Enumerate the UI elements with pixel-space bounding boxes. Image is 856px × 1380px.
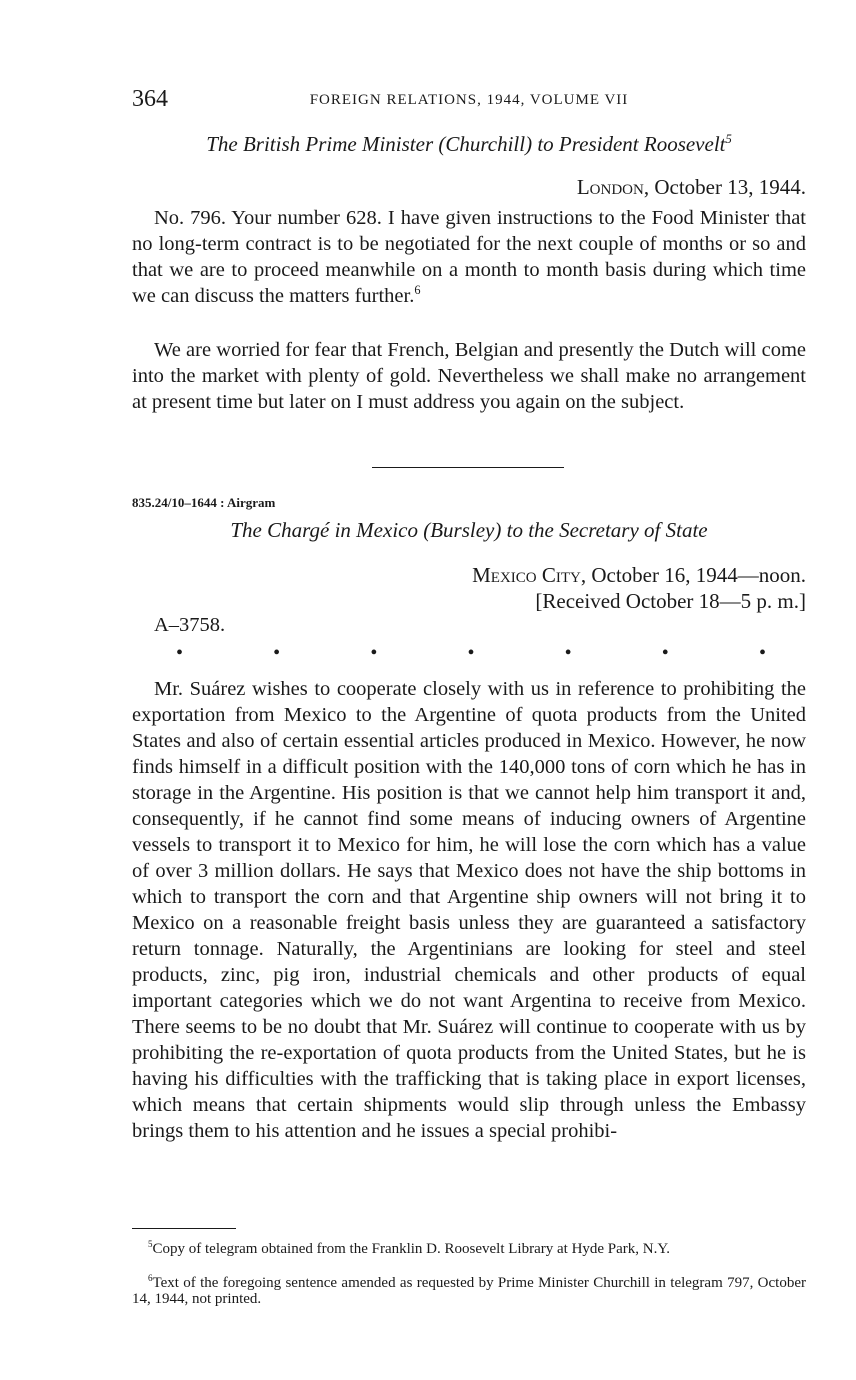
footnote-divider: [132, 1228, 236, 1229]
ellipsis-dot: •: [176, 642, 184, 664]
footnote-6: [132, 1275, 806, 1307]
doc1-dateline: [577, 175, 806, 200]
ellipsis-dot: •: [564, 642, 572, 664]
footnote-text: Copy of telegram obtained from the Franklin D. Roosevelt Library at Hyde Park, N.Y.: [152, 1241, 671, 1257]
doc1-place: London: [576, 175, 644, 199]
doc1-date: , October 13, 1944.: [643, 175, 806, 199]
footnote-mark: 5: [148, 1239, 153, 1249]
doc1-title: The British Prime Minister (Churchill) to President Roosevelt: [206, 132, 726, 156]
footnote-text: Text of the foregoing sentence amended as requested by Prime Minister Churchill in telegram 797, October 14, 1944, not printed.: [132, 1275, 806, 1307]
ellipsis-dot: •: [661, 642, 669, 664]
section-divider: [372, 467, 564, 468]
ellipsis-dot: •: [758, 642, 766, 664]
doc2-number: A–3758.: [154, 614, 226, 636]
doc2-title: The Chargé in Mexico (Bursley) to the Secretary of State: [230, 518, 708, 542]
ellipsis-dot: •: [370, 642, 378, 664]
page-header: [132, 86, 806, 118]
doc2-place: Mexico City: [472, 563, 581, 587]
running-head: FOREIGN RELATIONS, 1944, VOLUME VII: [309, 92, 629, 108]
ellipsis-dot: •: [467, 642, 475, 664]
ellipsis-row: [176, 642, 766, 665]
doc2-received: [Received October 18—5 p. m.]: [535, 589, 806, 613]
footnote-ref-5: 5: [725, 132, 732, 146]
doc1-paragraph-1: No. 796. Your number 628. I have given instructions to the Food Minister that no long-term contract is to be negotiated for the next couple of months or so and that we are to proceed meanwhile on a month to month basis during which time we can discuss the matters further.$^6$: [132, 207, 806, 307]
footnote-ref-6: 6: [414, 283, 421, 298]
doc2-date: , October 16, 1944—noon.: [580, 563, 806, 587]
doc2-paragraph-1: Mr. Suárez wishes to cooperate closely with us in reference to prohibiting the exportation from Mexico to the Argentine of quota products from the United States and also of certain essential articles produced in Mexico. However, he now finds himself in a difficult position with the 140,000 tons of corn which he has in storage in the Argentine. His position is that we cannot help him transport it and, consequently, if he cannot find some means of inducing owners of Argentine vessels to transport it to Mexico for him, he will lose the corn which has a value of over 3 million dollars. He says that Mexico does not have the ship bottoms in which to transport the corn and that Argentine ship owners will not bring it to Mexico on a reasonable freight basis unless they are guaranteed a satisfactory return tonnage. Naturally, the Argentinians are looking for steel and steel products, zinc, pig iron, industrial chemicals and other products of equal important categories which we do not want Argentina to receive from Mexico. There seems to be no doubt that Mr. Suárez will continue to cooperate with us by prohibiting the re-exportation of quota products from the United States, but he is having his difficulties with the trafficking that is taking place in export licenses, which means that certain shipments would slip through unless the Embassy brings them to his attention and he issues a special prohibi-: [132, 678, 806, 1142]
doc2-dateline: [472, 563, 806, 588]
doc1-paragraph-2: We are worried for fear that French, Belgian and presently the Dutch will come into the market with plenty of gold. Nevertheless we shall make no arrangement at present time but later on I must address you again on the subject.: [132, 339, 806, 413]
footnote-5: [132, 1241, 806, 1257]
doc2-file-reference: 835.24/10–1644 : Airgram: [132, 495, 276, 510]
ellipsis-dot: •: [273, 642, 281, 664]
footnote-mark: 6: [148, 1273, 153, 1283]
doc1-heading: [132, 132, 806, 157]
page-number: 364: [132, 86, 168, 112]
